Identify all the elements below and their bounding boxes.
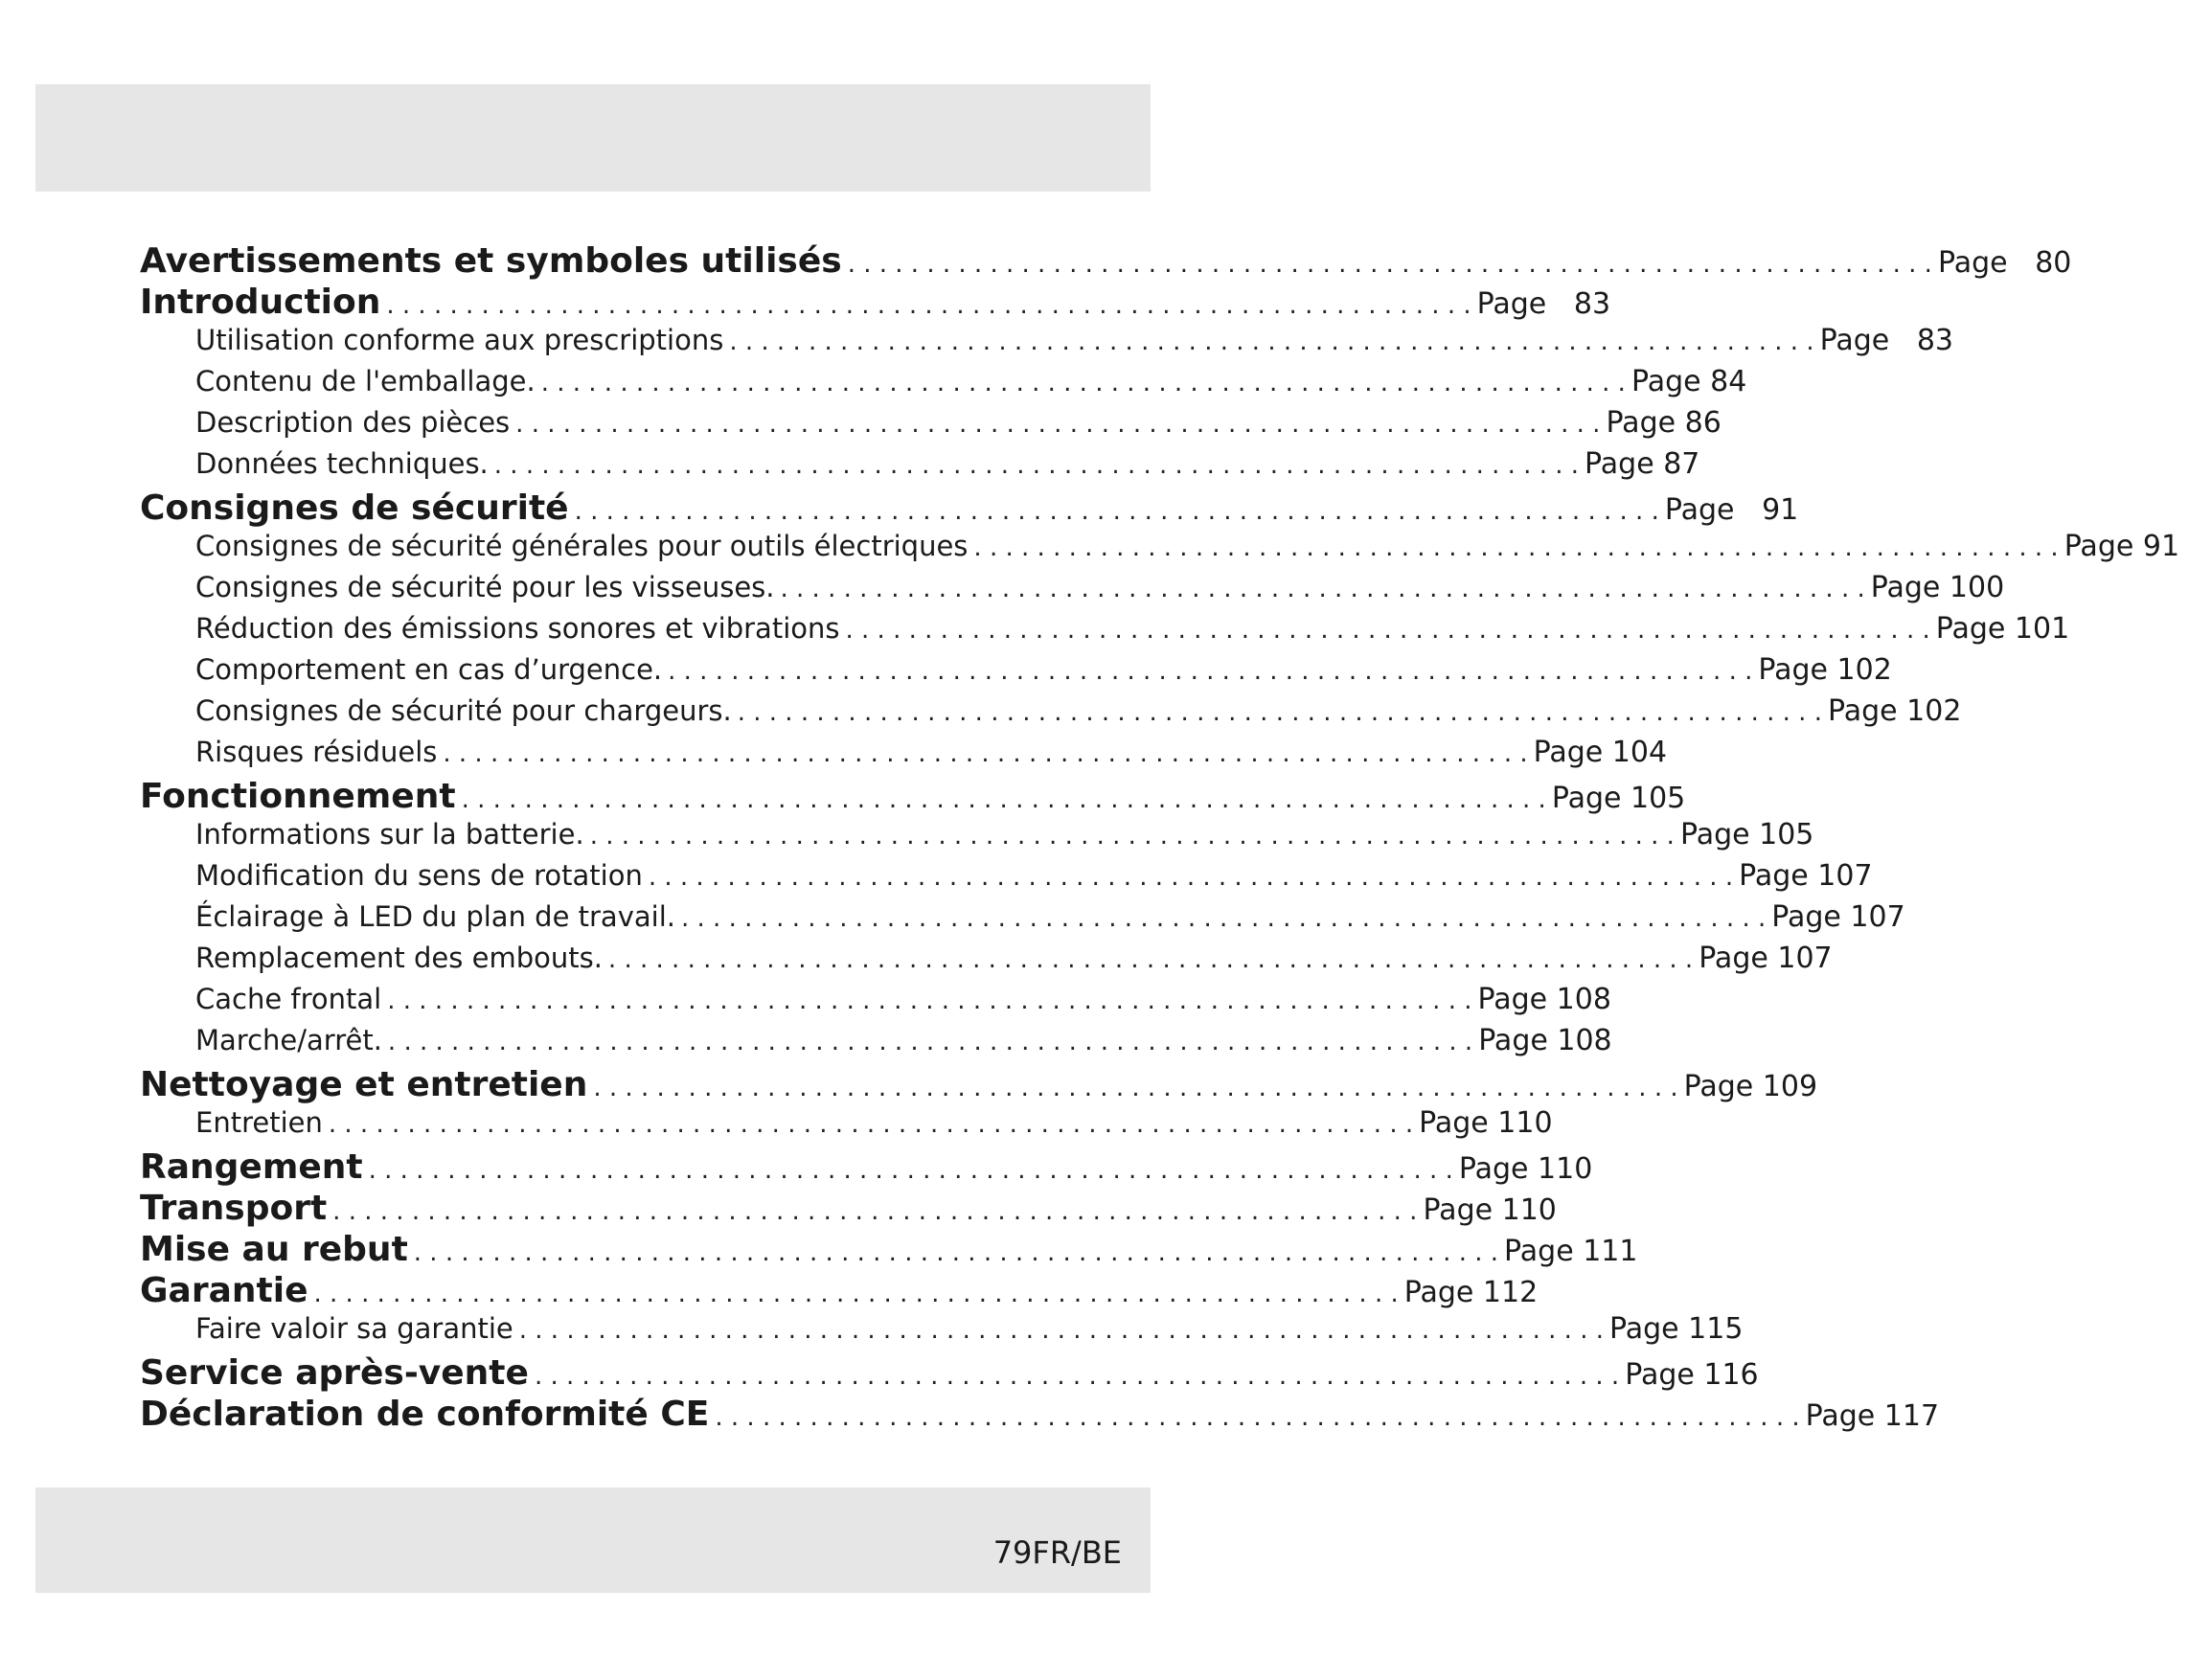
toc-entry-page: Page 105 bbox=[1551, 782, 1686, 815]
toc-entry-title: Utilisation conforme aux prescriptions bbox=[195, 324, 724, 356]
toc-entry-title: Contenu de l'emballage. bbox=[195, 365, 536, 397]
dot-leader bbox=[323, 1110, 1419, 1139]
toc-section[interactable] bbox=[140, 1065, 1818, 1106]
dot-leader bbox=[381, 987, 1477, 1015]
dot-leader bbox=[363, 1156, 1459, 1185]
toc-entry-title: Réduction des émissions sonores et vibrations bbox=[195, 612, 840, 645]
dot-leader bbox=[709, 1403, 1805, 1432]
toc-subsection[interactable] bbox=[140, 736, 1668, 777]
toc-subsection[interactable] bbox=[140, 983, 1611, 1024]
toc-subsection[interactable] bbox=[140, 900, 1905, 942]
dot-leader bbox=[774, 575, 1870, 603]
toc-entry-title: Avertissements et symboles utilisés bbox=[140, 241, 842, 281]
toc-entry-page: Page 80 bbox=[1937, 246, 2072, 280]
toc-entry-page: Page 83 bbox=[1476, 287, 1611, 321]
toc-entry-title: Transport bbox=[140, 1189, 328, 1228]
toc-section[interactable] bbox=[140, 777, 1686, 818]
dot-leader bbox=[536, 369, 1631, 397]
dot-leader bbox=[723, 328, 1819, 356]
dot-leader bbox=[327, 1197, 1423, 1226]
dot-leader bbox=[456, 785, 1552, 814]
toc-entry-page: Page 102 bbox=[1827, 694, 1962, 728]
toc-entry-page: Page 109 bbox=[1683, 1070, 1818, 1103]
toc-entry-title: Remplacement des embouts. bbox=[195, 942, 603, 974]
dot-leader bbox=[569, 497, 1665, 526]
dot-leader bbox=[662, 657, 1758, 686]
toc-entry-page: Page 91 bbox=[1664, 493, 1799, 527]
dot-leader bbox=[842, 250, 1938, 279]
toc-entry-title: Garantie bbox=[140, 1271, 308, 1310]
dot-leader bbox=[308, 1280, 1403, 1308]
toc-entry-page: Page 110 bbox=[1458, 1152, 1593, 1186]
toc-section[interactable] bbox=[140, 1147, 1593, 1189]
toc-entry-title: Modification du sens de rotation bbox=[195, 859, 643, 892]
toc-entry-page: Page 107 bbox=[1739, 859, 1873, 893]
dot-leader bbox=[489, 451, 1585, 480]
toc-entry-title: Consignes de sécurité pour les visseuses. bbox=[195, 571, 775, 603]
toc-entry-title: Introduction bbox=[140, 283, 381, 322]
dot-leader bbox=[584, 822, 1680, 851]
toc-entry-page: Page 101 bbox=[1935, 612, 2070, 646]
toc-entry-page: Page 87 bbox=[1585, 447, 1700, 481]
toc-entry-page: Page 108 bbox=[1478, 1024, 1612, 1057]
toc-entry-title: Éclairage à LED du plan de travail. bbox=[195, 900, 675, 933]
toc-entry-title: Mise au rebut bbox=[140, 1230, 408, 1269]
toc-entry-title: Risques résiduels bbox=[195, 736, 438, 768]
toc-entry-title: Informations sur la batterie. bbox=[195, 818, 584, 851]
toc-subsection[interactable] bbox=[140, 942, 1833, 983]
toc-entry-page: Page 83 bbox=[1819, 324, 1954, 357]
toc-subsection[interactable] bbox=[140, 406, 1722, 447]
toc-section[interactable] bbox=[140, 1395, 1940, 1436]
page-number: 79FR/BE bbox=[992, 1534, 1122, 1571]
dot-leader bbox=[839, 616, 1935, 645]
toc-subsection[interactable] bbox=[140, 612, 2070, 653]
toc-entry-title: Marche/arrêt. bbox=[195, 1024, 382, 1056]
dot-leader bbox=[529, 1362, 1625, 1391]
dot-leader bbox=[408, 1238, 1504, 1267]
toc-entry-page: Page 115 bbox=[1609, 1312, 1744, 1346]
toc-entry-page: Page 110 bbox=[1419, 1106, 1553, 1140]
toc-entry-page: Page 100 bbox=[1870, 571, 2005, 604]
toc-entry-title: Comportement en cas d’urgence. bbox=[195, 653, 663, 686]
toc-entry-page: Page 112 bbox=[1403, 1276, 1539, 1309]
toc-section[interactable] bbox=[140, 241, 2072, 283]
toc-entry-page: Page 102 bbox=[1758, 653, 1892, 687]
toc-entry-page: Page 104 bbox=[1533, 736, 1668, 769]
toc-entry-page: Page 107 bbox=[1699, 942, 1833, 975]
toc-entry-title: Données techniques. bbox=[195, 447, 489, 480]
toc-subsection[interactable] bbox=[140, 818, 1814, 859]
toc-section[interactable] bbox=[140, 488, 1799, 530]
dot-leader bbox=[968, 534, 2064, 562]
dot-leader bbox=[510, 410, 1606, 439]
toc-entry-page: Page 105 bbox=[1679, 818, 1814, 851]
toc-entry-title: Fonctionnement bbox=[140, 777, 456, 816]
dot-leader bbox=[675, 904, 1771, 933]
toc-entry-page: Page 84 bbox=[1630, 365, 1747, 398]
toc-subsection[interactable] bbox=[140, 653, 1892, 694]
toc-entry-title: Consignes de sécurité bbox=[140, 488, 569, 528]
toc-entry-page: Page 111 bbox=[1504, 1235, 1638, 1268]
toc-entry-page: Page 108 bbox=[1477, 983, 1611, 1016]
toc-entry-page: Page 110 bbox=[1423, 1193, 1557, 1227]
toc-subsection[interactable] bbox=[140, 530, 2180, 571]
toc-entry-page: Page 117 bbox=[1805, 1399, 1940, 1433]
toc-section[interactable] bbox=[140, 1189, 1557, 1230]
toc-entry-page: Page 91 bbox=[2064, 530, 2180, 563]
toc-entry-page: Page 116 bbox=[1625, 1358, 1759, 1392]
toc-section[interactable] bbox=[140, 1353, 1759, 1395]
toc-section[interactable] bbox=[140, 283, 1611, 324]
toc-subsection[interactable] bbox=[140, 859, 1873, 900]
toc-entry-page: Page 86 bbox=[1606, 406, 1722, 440]
dot-leader bbox=[380, 291, 1476, 320]
toc-subsection[interactable] bbox=[140, 1024, 1612, 1065]
dot-leader bbox=[603, 945, 1699, 974]
toc-entry-title: Consignes de sécurité pour chargeurs. bbox=[195, 694, 732, 727]
toc-entry-title: Entretien bbox=[195, 1106, 323, 1139]
toc-entry-title: Déclaration de conformité CE bbox=[140, 1395, 710, 1434]
dot-leader bbox=[382, 1028, 1478, 1056]
toc-section[interactable] bbox=[140, 1230, 1638, 1271]
toc-entry-title: Consignes de sécurité générales pour outils électriques bbox=[195, 530, 969, 562]
dot-leader bbox=[513, 1316, 1609, 1345]
toc-subsection[interactable] bbox=[140, 571, 2005, 612]
toc-subsection[interactable] bbox=[140, 447, 1700, 488]
toc-entry-title: Rangement bbox=[140, 1147, 363, 1187]
toc-entry-title: Nettoyage et entretien bbox=[140, 1065, 588, 1104]
toc-entry-title: Service après-vente bbox=[140, 1353, 529, 1393]
toc-entry-title: Faire valoir sa garantie bbox=[195, 1312, 513, 1345]
footer-band bbox=[35, 1487, 1151, 1593]
toc-entry-page: Page 107 bbox=[1771, 900, 1905, 934]
toc-subsection[interactable] bbox=[140, 1106, 1553, 1147]
toc-subsection[interactable] bbox=[140, 324, 1954, 365]
dot-leader bbox=[587, 1074, 1683, 1102]
dot-leader bbox=[437, 739, 1533, 768]
toc-subsection[interactable] bbox=[140, 365, 1747, 406]
dot-leader bbox=[732, 698, 1828, 727]
toc-section[interactable] bbox=[140, 1271, 1539, 1312]
toc-subsection[interactable] bbox=[140, 694, 1962, 736]
dot-leader bbox=[643, 863, 1739, 892]
toc-entry-title: Cache frontal bbox=[195, 983, 382, 1015]
toc-subsection[interactable] bbox=[140, 1312, 1744, 1353]
table-of-contents bbox=[140, 241, 2180, 1436]
toc-entry-title: Description des pièces bbox=[195, 406, 511, 439]
header-band bbox=[35, 84, 1151, 192]
